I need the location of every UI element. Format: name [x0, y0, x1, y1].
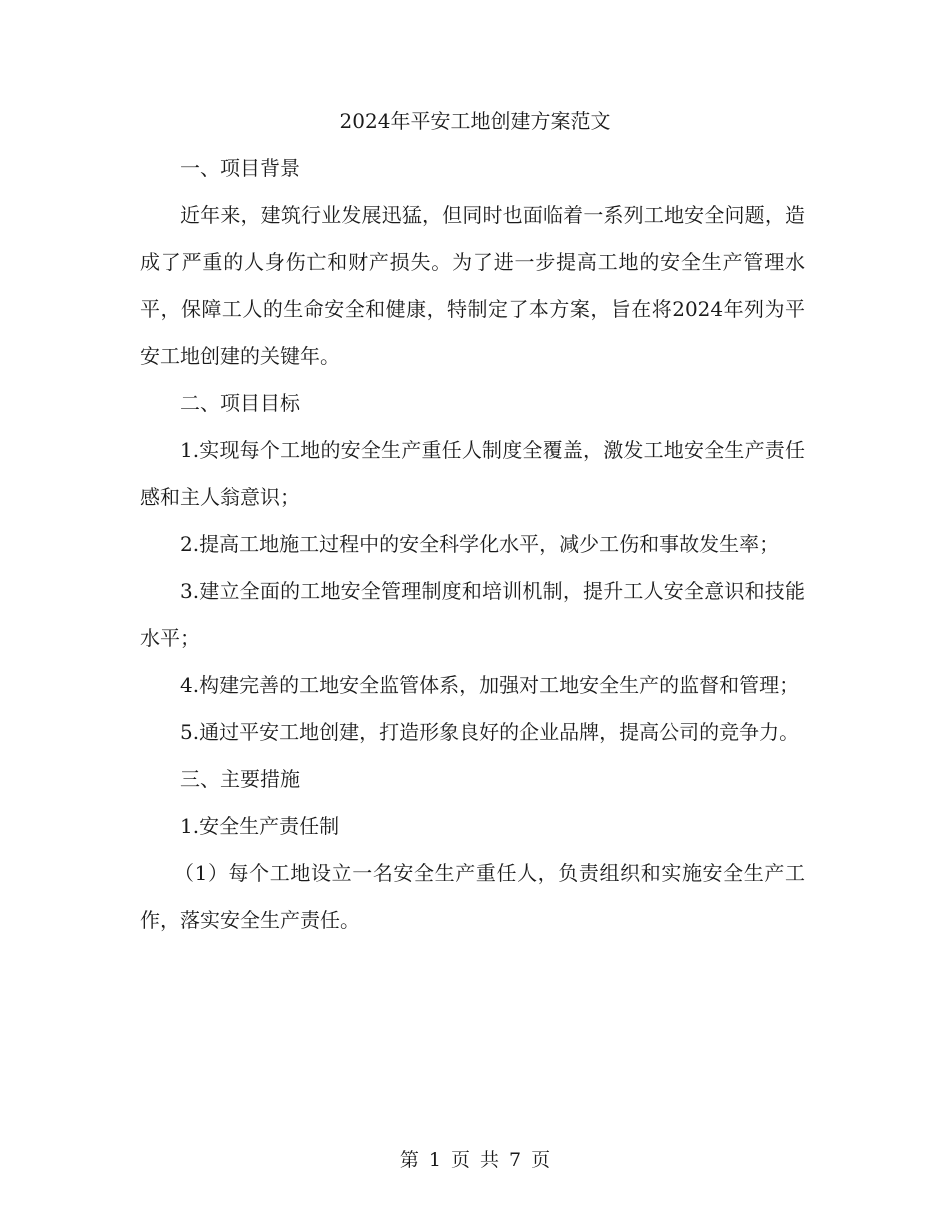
section-heading: 二、项目目标 [180, 391, 300, 415]
section-heading: 三、主要措施 [180, 767, 300, 791]
page-footer: 第 1 页 共 7 页 [399, 1149, 551, 1171]
body-paragraph: 近年来，建筑行业发展迅猛，但同时也面临着一系列工地安全问题，造成了严重的人身伤亡和财产损失。为了进一步提高工地的安全生产管理水平，保障工人的生命安全和健康，特制定了本方案，旨在将2024年列为平安工地创建的关键年。 [140, 203, 805, 368]
list-item: （1）每个工地设立一名安全生产重任人，负责组织和实施安全生产工作，落实安全生产责任。 [140, 861, 805, 932]
list-item: 4.构建完善的工地安全监管体系，加强对工地安全生产的监督和管理； [180, 673, 800, 697]
subsection-heading: 1.安全生产责任制 [180, 814, 340, 838]
list-item: 5.通过平安工地创建，打造形象良好的企业品牌，提高公司的竞争力。 [180, 720, 800, 744]
section-heading: 一、项目背景 [180, 156, 300, 180]
list-item: 2.提高工地施工过程中的安全科学化水平，减少工伤和事故发生率； [180, 532, 780, 556]
list-item: 1.实现每个工地的安全生产重任人制度全覆盖，激发工地安全生产责任感和主人翁意识； [140, 438, 805, 509]
document-body [140, 145, 805, 944]
document-title: 2024年平安工地创建方案范文 [339, 109, 611, 133]
list-item: 3.建立全面的工地安全管理制度和培训机制，提升工人安全意识和技能水平； [140, 579, 805, 650]
